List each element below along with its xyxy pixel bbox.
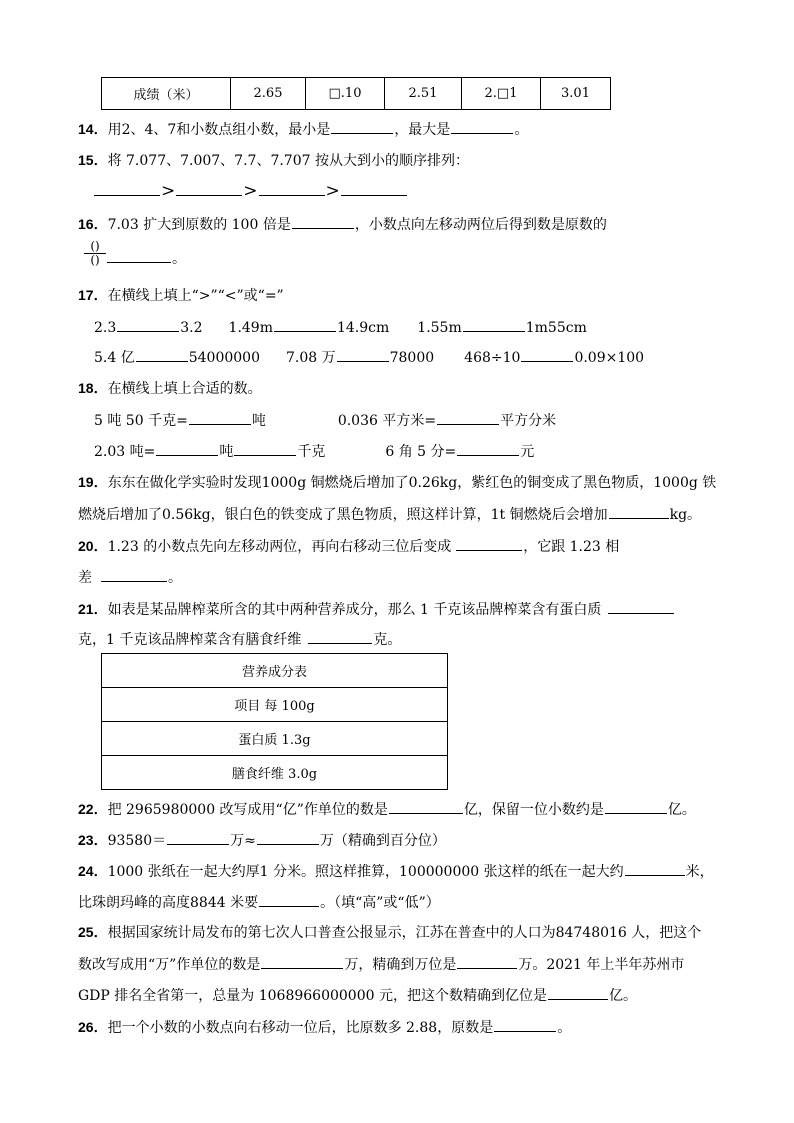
- answer-blank[interactable]: [234, 440, 296, 456]
- question-24: 24．1000 张纸在一起大约厚1 分米。照这样推算，100000000 张这样的纸在一起大约 米，: [78, 860, 714, 882]
- answer-blank[interactable]: [463, 316, 525, 332]
- answer-blank[interactable]: [292, 213, 354, 229]
- score-cell: 2.65: [231, 78, 306, 110]
- answer-blank[interactable]: [156, 440, 218, 456]
- answer-blank[interactable]: [521, 346, 573, 362]
- question-16: 16．7.03 扩大到原数的 100 倍是 ，小数点向左移动两位后得到数是原数的: [78, 213, 607, 235]
- question-19: 19．东东在做化学实验时发现1000g 铜燃烧后增加了0.26kg，紫红色的铜变成了黑色物质，1000g 铁: [78, 474, 717, 491]
- greater-sign: >: [243, 181, 258, 201]
- nutrition-table-row: 蛋白质 1.3g: [102, 722, 448, 756]
- question-20-line-2: 差 。: [78, 566, 182, 588]
- question-18: 18．在横线上填上合适的数。: [78, 380, 262, 397]
- greater-sign: >: [161, 181, 176, 201]
- answer-blank[interactable]: [437, 409, 499, 425]
- answer-blank[interactable]: [94, 180, 160, 196]
- answer-blank[interactable]: [107, 247, 171, 263]
- answer-blank[interactable]: [331, 118, 393, 134]
- fraction-placeholder: () (): [84, 240, 106, 267]
- score-cell: □.10: [306, 78, 385, 110]
- answer-blank[interactable]: [341, 180, 407, 196]
- answer-blank[interactable]: [548, 984, 608, 1000]
- question-25: 25．根据国家统计局发布的第七次人口普查公报显示，江苏在普查中的人口为84748016 人，把这个: [78, 924, 702, 941]
- answer-blank[interactable]: [189, 409, 251, 425]
- answer-blank[interactable]: [257, 829, 319, 845]
- answer-blank[interactable]: [456, 535, 522, 551]
- score-cell: 2.□1: [462, 78, 541, 110]
- question-18-row-2: 2.03 吨= 吨 千克 6 角 5 分= 元: [94, 440, 534, 462]
- question-18-row-1: 5 吨 50 千克= 吨 0.036 平方米= 平方分米: [94, 409, 556, 431]
- question-24-line-2: 比珠朗玛峰的高度8844 米要 。（填“高”或“低”）: [78, 891, 440, 913]
- nutrition-table-title: 营养成分表: [102, 654, 448, 688]
- question-15: 15．将 7.077、7.007、7.7、7.707 按从大到小的顺序排列：: [78, 152, 469, 169]
- answer-blank[interactable]: [261, 953, 343, 969]
- nutrition-table: [101, 653, 448, 790]
- answer-blank[interactable]: [167, 829, 229, 845]
- answer-blank[interactable]: [457, 953, 517, 969]
- question-14: 14．用2、4、7和小数点组小数，最小是 ，最大是 。: [78, 118, 528, 140]
- question-21: 21．如表是某品牌榨菜所含的其中两种营养成分，那么 1 千克该品牌榨菜含有蛋白质: [78, 598, 675, 620]
- question-17-row-1: 2.3 3.2 1.49m 14.9cm 1.55m 1m55cm: [94, 316, 587, 338]
- answer-blank[interactable]: [117, 316, 179, 332]
- score-table: [101, 77, 611, 110]
- nutrition-table-row: 项目 每 100g: [102, 688, 448, 722]
- question-20: 20．1.23 的小数点先向左移动两位，再向右移动三位后变成 ，它跟 1.23 相: [78, 535, 619, 557]
- answer-blank[interactable]: [101, 566, 167, 582]
- answer-blank[interactable]: [608, 598, 674, 614]
- answer-blank[interactable]: [457, 440, 519, 456]
- question-17-row-2: 5.4 亿 54000000 7.08 万 78000 468÷10 0.09×100: [94, 346, 644, 368]
- greater-sign: >: [325, 181, 340, 201]
- score-table-header: 成绩（米）: [102, 78, 231, 110]
- answer-blank[interactable]: [259, 891, 319, 907]
- answer-blank[interactable]: [625, 860, 685, 876]
- question-25-line-2: 数改写成用“万”作单位的数是 万，精确到万位是 万。2021 年上半年苏州市: [78, 953, 684, 975]
- question-25-line-3: GDP 排名全省第一，总量为 1068966000000 元，把这个数精确到亿位是 亿。: [78, 984, 637, 1006]
- question-19-line-2: 燃烧后增加了0.56kg，银白色的铁变成了黑色物质，照这样计算，1t 铜燃烧后会增加 kg。: [78, 503, 701, 525]
- answer-blank[interactable]: [274, 316, 336, 332]
- question-26: 26．把一个小数的小数点向右移动一位后，比原数多 2.88，原数是 。: [78, 1016, 571, 1038]
- answer-blank[interactable]: [136, 346, 188, 362]
- question-22: 22．把 2965980000 改写成用“亿”作单位的数是 亿，保留一位小数约是 亿。: [78, 798, 696, 820]
- answer-blank[interactable]: [308, 628, 372, 644]
- answer-blank[interactable]: [389, 798, 463, 814]
- question-23: 23．93580＝ 万≈ 万（精确到百分位）: [78, 829, 446, 851]
- answer-blank[interactable]: [609, 503, 669, 519]
- answer-blank[interactable]: [451, 118, 513, 134]
- answer-blank[interactable]: [494, 1016, 556, 1032]
- nutrition-table-row: 膳食纤维 3.0g: [102, 756, 448, 790]
- answer-blank[interactable]: [337, 346, 389, 362]
- score-cell: 3.01: [541, 78, 611, 110]
- question-17: 17．在横线上填上“>”“<”或“=”: [78, 287, 284, 304]
- question-21-line-2: 克，1 千克该品牌榨菜含有膳食纤维 克。: [78, 628, 401, 650]
- question-15-order-row: [93, 180, 408, 202]
- answer-blank[interactable]: [176, 180, 242, 196]
- score-cell: 2.51: [385, 78, 462, 110]
- question-16-tail: 。: [106, 247, 186, 269]
- answer-blank[interactable]: [605, 798, 667, 814]
- answer-blank[interactable]: [259, 180, 325, 196]
